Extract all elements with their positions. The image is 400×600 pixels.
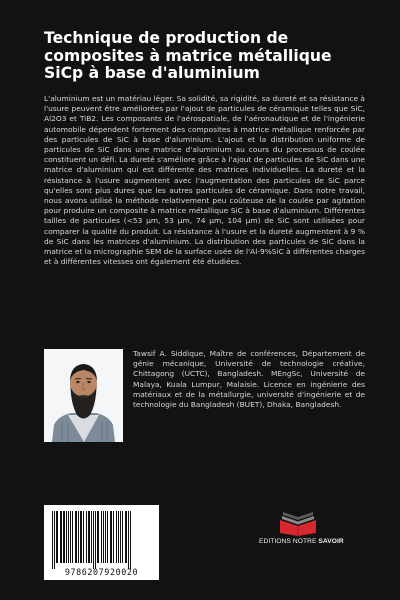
barcode-bar [78, 511, 79, 563]
publisher-logo [259, 502, 344, 550]
barcode-bar [125, 511, 127, 563]
author-biography: Tawsif A. Siddique, Maître de conférences, Département de génie mécanique, Université de technologie créative, Chittagong (UCTC), Bangladesh. MEngSc, Université de Malaya, Kuala Lumpur, Malaisie. Licence en ingénierie des matériaux et de la métallurgie, université d'ingénierie et de technologie du Bangladesh (BUET), Dhaka, Bangladesh. [133, 349, 365, 410]
publisher-name-regular: EDITIONS NOTRE [259, 538, 319, 545]
barcode-bar [103, 511, 104, 563]
barcode-bar [130, 511, 131, 569]
barcode-bar [101, 511, 102, 563]
barcode-bar [52, 511, 53, 569]
barcode-bar [128, 511, 129, 569]
barcode-bar [60, 511, 62, 563]
publisher-name-bold: SAVOIR [318, 538, 344, 545]
barcode-bar [83, 511, 84, 563]
author-portrait-illustration [44, 349, 123, 442]
barcode-bar [86, 511, 87, 563]
barcode-bar [95, 511, 96, 569]
barcode-bar [110, 511, 112, 563]
isbn-barcode [44, 505, 159, 580]
book-title: Technique de production de composites à matrice métallique SiCp à base d'aluminium [44, 29, 332, 82]
barcode-bar [120, 511, 121, 563]
barcode-bar [66, 511, 67, 563]
barcode-bar [63, 511, 65, 563]
isbn-number: 9786207920020 [64, 567, 139, 577]
barcode-bar [70, 511, 71, 563]
barcode-bar [97, 511, 99, 563]
barcode-bar [93, 511, 94, 569]
barcode-bar [116, 511, 117, 563]
barcode-bar [91, 511, 92, 563]
barcode-bar [122, 511, 123, 563]
publisher-name [259, 538, 344, 545]
barcode-bar [56, 511, 58, 563]
barcode-bar [105, 511, 106, 563]
barcode-bar [113, 511, 114, 563]
barcode-bar [54, 511, 55, 569]
barcode-bar [68, 511, 69, 563]
barcode-bar [75, 511, 77, 563]
abstract-text: L'aluminium est un matériau léger. Sa solidité, sa rigidité, sa dureté et sa résistance à l'usure peuvent être améliorées par l'ajout de particules de céramique telles que SiC, Al2O3 et TiB2. Les composants de l'aérospatiale, de l'aéronautique et de l'ingénierie automobile dépendent fortement des composites à matrice métallique renforcée par des particules de SiC à base d'aluminium. L'ajout et la distribution uniforme de particules de SiC dans une matrice d'aluminium au cours du processus de coulée constituent un défi. La dureté s'améliore grâce à l'ajout de particules de SiC dans une matrice d'aluminium qui est différente des matrices individuelles. La dureté et la résistance à l'usure augmentent avec l'augmentation des particules de SiC parce qu'elles sont plus dures que les autres particules de céramique. Dans notre travail, nous avons utilisé la méthode relativement peu coûteuse de la coulée par agitation pour produire un composite à matrice métallique SiC à base d'aluminium. Différentes tailles de particules (<53 µm, 53 µm, 74 µm, 104 µm) de SiC sont utilisées pour comparer la qualité du produit. La résistance à l'usure et la dureté augmentent à 9 % de SiC dans les matrices d'aluminium. La distribution des particules de SiC dans la matrice et la micrographie SEM de la surface usée de l'Al-9%SiC à différentes charges et à différentes vitesses ont également été étudiées. [44, 94, 365, 267]
barcode-bar [72, 511, 73, 563]
author-photo [44, 349, 123, 442]
open-book-logo-icon [259, 502, 337, 538]
barcode-bar [107, 511, 108, 563]
barcode-bar [80, 511, 82, 563]
barcode-bar [118, 511, 119, 563]
barcode-bar [88, 511, 90, 563]
